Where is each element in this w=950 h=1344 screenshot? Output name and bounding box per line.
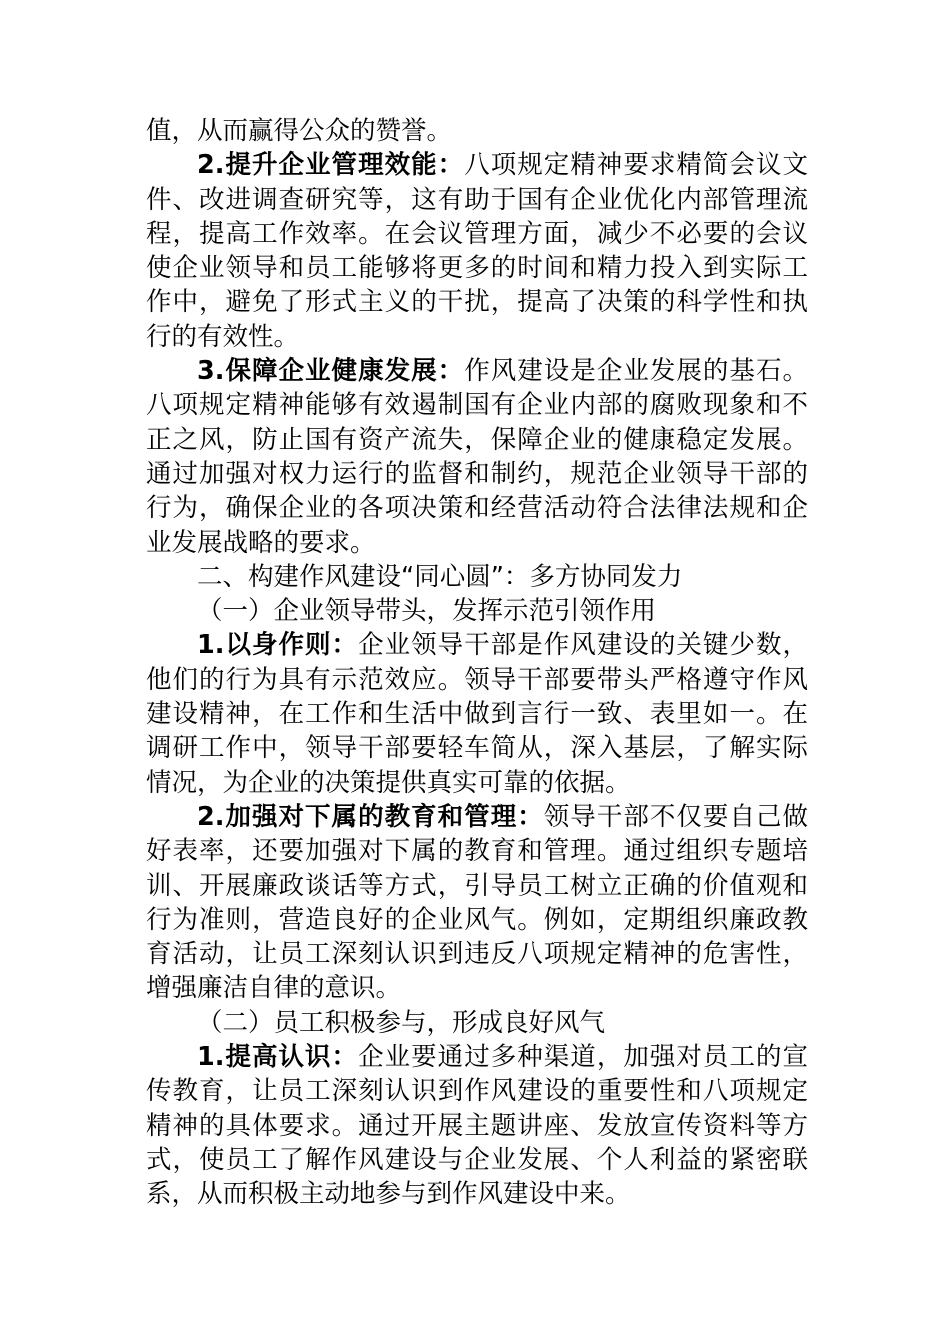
item-text: 领导干部不仅要自己做好表率，还要加强对下属的教育和管理。通过组织专题培训、开展廉政谈话等方式，引导员工树立正确的价值观和行为准则，营造良好的企业风气。例如，定期组织廉政教育活动，让员工深刻认识到违反八项规定精神的危害性，增强廉洁自律的意识。: [146, 801, 808, 1004]
item-text: 企业要通过多种渠道，加强对员工的宣传教育，让员工深刻认识到作风建设的重要性和八项规定精神的具体要求。通过开展主题讲座、发放宣传资料等方式，使员工了解作风建设与企业发展、个人利益的紧密联系，从而积极主动地参与到作风建设中来。: [146, 1042, 808, 1210]
item-improve-management: [146, 148, 808, 354]
item-educate-subordinates: [146, 800, 808, 1006]
item-lead: 1.以身作则：: [197, 630, 359, 661]
item-lead-by-example: [146, 628, 808, 799]
item-lead: 2.加强对下属的教育和管理：: [197, 801, 544, 832]
item-text: 作风建设是企业发展的基石。八项规定精神能够有效遏制国有企业内部的腐败现象和不正之风，防止国有资产流失，保障企业的健康稳定发展。通过加强对权力运行的监督和制约，规范企业领导干部的行为，确保企业的各项决策和经营活动符合法律法规和企业发展战略的要求。: [146, 356, 808, 558]
subsection-heading-1: （一）企业领导带头，发挥示范引领作用: [197, 596, 657, 627]
item-raise-awareness: [146, 1040, 808, 1211]
item-ensure-development: [146, 354, 808, 560]
subsection-heading-2: （二）员工积极参与，形成良好风气: [197, 1007, 606, 1038]
section-heading-2: 二、构建作风建设“同心圆”：多方协同发力: [197, 561, 683, 592]
item-lead: 1.提高认识：: [197, 1042, 359, 1073]
item-text: 八项规定精神要求精简会议文件、改进调查研究等，这有助于国有企业优化内部管理流程，提高工作效率。在会议管理方面，减少不必要的会议使企业领导和员工能够将更多的时间和精力投入到实际工作中，避免了形式主义的干扰，提高了决策的科学性和执行的有效性。: [146, 150, 808, 352]
paragraph-continuation: 值，从而赢得公众的赞誉。: [146, 116, 453, 146]
document-body: [146, 114, 808, 1212]
item-lead: 2.提升企业管理效能：: [197, 150, 465, 181]
item-lead: 3.保障企业健康发展：: [197, 356, 465, 387]
item-text: 企业领导干部是作风建设的关键少数，他们的行为具有示范效应。领导干部要带头严格遵守作风建设精神，在工作和生活中做到言行一致、表里如一。在调研工作中，领导干部要轻车简从，深入基层，了解实际情况，为企业的决策提供真实可靠的依据。: [146, 630, 808, 798]
